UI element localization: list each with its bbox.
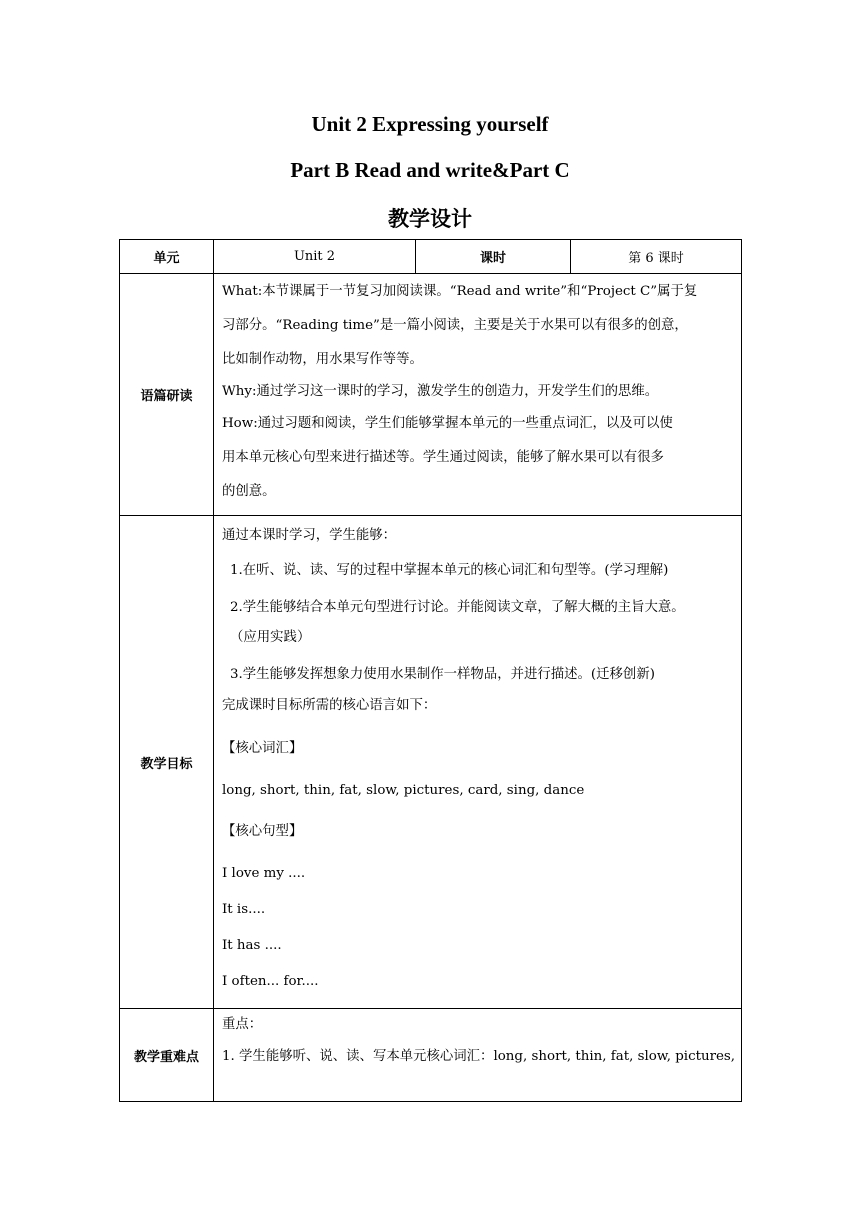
doc-title-part: Part B Read and write&Part C <box>290 158 570 182</box>
vocab-heading: 【核心词汇】 <box>222 741 303 756</box>
sentence-pattern: I love my .... <box>222 866 306 881</box>
period-value: 第 6 课时 <box>571 240 742 274</box>
objectives-row <box>120 516 742 1009</box>
objectives-content <box>214 516 742 1009</box>
core-language-intro: 完成课时目标所需的核心语言如下： <box>222 698 437 713</box>
sentence-heading: 【核心句型】 <box>222 824 303 839</box>
key-points-row <box>120 1009 742 1102</box>
key-points-label: 教学重难点 <box>120 1009 214 1102</box>
text-study-line: What:本节课属于一节复习加阅读课。“Read and write”和“Project C”属于复 <box>222 284 698 299</box>
sentence-pattern: It is.... <box>222 902 266 917</box>
unit-label: 单元 <box>120 240 214 274</box>
objective-item: 3.学生能够发挥想象力使用水果制作一样物品，并进行描述。(迁移创新) <box>230 667 655 682</box>
objectives-intro: 通过本课时学习，学生能够： <box>222 528 397 543</box>
sentence-pattern: I often... for.... <box>222 974 319 989</box>
objective-item: （应用实践） <box>230 630 311 645</box>
objectives-label: 教学目标 <box>120 516 214 1009</box>
text-study-line: 用本单元核心句型来进行描述等。学生通过阅读，能够了解水果可以有很多 <box>222 450 664 465</box>
text-study-line: 比如制作动物，用水果写作等等。 <box>222 352 423 367</box>
period-label: 课时 <box>416 240 571 274</box>
key-point-item: 1. 学生能够听、说、读、写本单元核心词汇：long, short, thin, fat, slow, pictures, <box>222 1049 736 1064</box>
objective-item: 1.在听、说、读、写的过程中掌握本单元的核心词汇和句型等。(学习理解) <box>230 563 669 578</box>
unit-value: Unit 2 <box>214 240 416 274</box>
text-study-content <box>214 274 742 516</box>
text-study-line: 的创意。 <box>222 484 276 499</box>
objective-item: 2.学生能够结合本单元句型进行讨论。并能阅读文章，了解大概的主旨大意。 <box>230 600 685 615</box>
text-study-line: How:通过习题和阅读，学生们能够掌握本单元的一些重点词汇，以及可以使 <box>222 416 673 431</box>
sentence-pattern: It has .... <box>222 938 282 953</box>
key-points-content <box>214 1009 742 1102</box>
doc-title-design: 教学设计 <box>388 207 472 231</box>
doc-title-unit: Unit 2 Expressing yourself <box>311 112 549 136</box>
header-row <box>120 240 742 274</box>
key-points-heading: 重点： <box>222 1017 263 1032</box>
lesson-plan-table <box>119 239 742 1102</box>
text-study-line: Why:通过学习这一课时的学习，激发学生的创造力，开发学生们的思维。 <box>222 384 659 399</box>
text-study-row <box>120 274 742 516</box>
text-study-line: 习部分。“Reading time”是一篇小阅读，主要是关于水果可以有很多的创意， <box>222 318 688 333</box>
text-study-label: 语篇研读 <box>120 274 214 516</box>
vocab-list: long, short, thin, fat, slow, pictures, card, sing, dance <box>222 783 585 798</box>
